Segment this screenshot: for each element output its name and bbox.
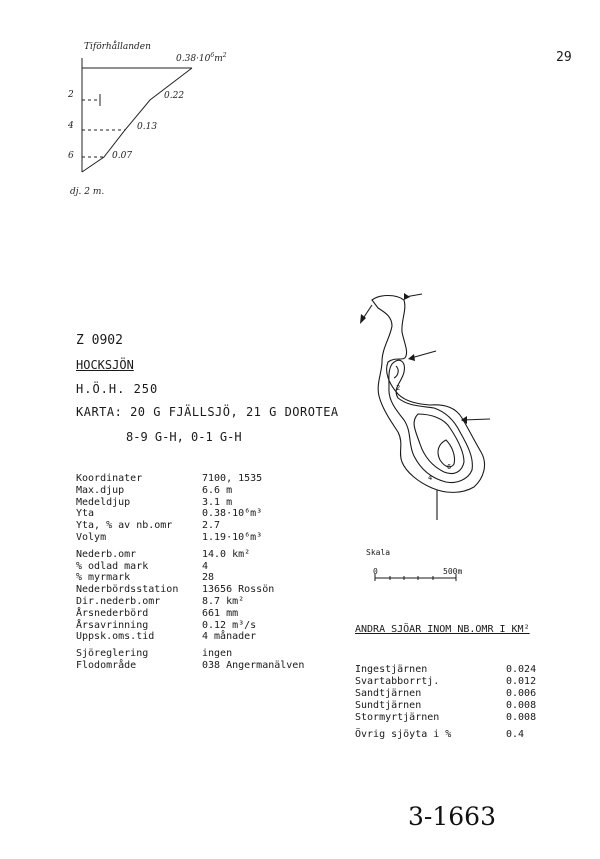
- other-lake-area: 0.012: [506, 676, 537, 687]
- fact-row: [76, 520, 304, 532]
- map-sheet: KARTA: 20 G FJÄLLSJÖ, 21 G DOROTEA: [76, 405, 339, 419]
- fact-row: [76, 497, 304, 509]
- inflow-arrow: [404, 293, 410, 300]
- lake-facts-table: [76, 473, 304, 672]
- other-lake-row: [355, 700, 536, 712]
- other-lake-row: [355, 712, 536, 724]
- scale-end-label: 500m: [443, 567, 463, 576]
- fact-row: [76, 584, 304, 596]
- sketch-depth-label: 4: [68, 121, 74, 131]
- fact-row: [76, 485, 304, 497]
- fact-value: 13656 Rossön: [202, 584, 275, 596]
- other-lake-name: Sundtjärnen: [355, 700, 422, 711]
- lake-shoreline: [372, 296, 485, 493]
- sketch-area-value: 0.07: [112, 151, 133, 161]
- fact-row: [76, 608, 304, 620]
- fact-value: 4 månader: [202, 631, 257, 643]
- sketch-depth-label: 6: [68, 151, 74, 161]
- contour-label: 2: [396, 384, 401, 392]
- residual-label: Övrig sjöyta i %: [355, 729, 452, 740]
- fact-row: [76, 561, 304, 573]
- fact-label: Nederb.omr: [76, 548, 137, 560]
- map-sheet-squares: 8-9 G-H, 0-1 G-H: [126, 430, 242, 444]
- contour-label: 4: [428, 474, 433, 482]
- fact-value: 0.38·10⁶m³: [202, 508, 263, 520]
- archive-number: 3-1663: [408, 802, 496, 831]
- residual-value: 0.4: [506, 729, 525, 740]
- fact-value: 4: [202, 560, 209, 572]
- inflow-arrow: [360, 314, 366, 324]
- fact-value: 14.0 km²: [202, 548, 251, 560]
- fact-value: 1.19·10⁶m³: [202, 531, 263, 543]
- other-lake-name: Ingestjärnen: [355, 664, 428, 675]
- fact-value: 28: [202, 572, 215, 584]
- sketch-area-value: 0.22: [164, 91, 185, 101]
- fact-value: 661 mm: [202, 607, 239, 619]
- fact-label: Volym: [76, 531, 107, 543]
- other-lake-area: 0.024: [506, 664, 537, 675]
- fact-row: [76, 508, 304, 520]
- fact-value: 0.12 m³/s: [202, 619, 257, 631]
- depth-contour-2m: [389, 360, 472, 482]
- fact-label: Yta: [76, 508, 95, 520]
- sketch-contour-note: dj. 2 m.: [70, 187, 105, 197]
- fact-row: [76, 620, 304, 632]
- depth-contour-4m: [414, 414, 464, 474]
- fact-label: Årsnederbörd: [76, 607, 149, 619]
- fact-label: Koordinater: [76, 473, 143, 484]
- fact-value: ingen: [202, 648, 233, 660]
- fact-row: [76, 549, 304, 561]
- fact-value: 038 Angermanälven: [202, 659, 305, 671]
- sketch-depth-label: 2: [68, 90, 74, 100]
- fact-value: 2.7: [202, 520, 221, 532]
- scale-title: Skala: [366, 548, 391, 557]
- fact-row: [76, 572, 304, 584]
- scale-start-label: 0: [373, 567, 378, 576]
- other-lakes-title: ANDRA SJÖAR INOM NB.OMR I KM²: [355, 624, 530, 635]
- fact-label: Max.djup: [76, 484, 125, 496]
- sketch-title: Tiförhållanden: [84, 42, 151, 52]
- inflow-arrow: [461, 416, 467, 424]
- fact-label: % odlad mark: [76, 560, 149, 572]
- lake-name: HOCKSJÖN: [76, 358, 134, 372]
- fact-row: [76, 660, 304, 672]
- fact-label: Yta, % av nb.omr: [76, 520, 173, 532]
- fact-label: Nederbördsstation: [76, 584, 179, 596]
- fact-label: Flodområde: [76, 659, 137, 671]
- sketch-surface-area: $0.38\cdot 10^6m^2$: [176, 52, 227, 64]
- lake-code: Z 0902: [76, 333, 123, 348]
- fact-row: [76, 473, 304, 485]
- other-lakes-list: [355, 664, 536, 741]
- other-lake-name: Stormyrtjärnen: [355, 712, 440, 723]
- fact-label: Sjöreglering: [76, 648, 149, 660]
- other-lake-area: 0.006: [506, 688, 537, 699]
- other-lake-area: 0.008: [506, 700, 537, 711]
- sketch-area-value: 0.13: [137, 122, 158, 132]
- inflow-arrow: [408, 354, 415, 361]
- fact-label: % myrmark: [76, 572, 131, 584]
- fact-row: [76, 648, 304, 660]
- other-lake-name: Sandtjärnen: [355, 688, 422, 699]
- other-lake-row: [355, 664, 536, 676]
- fact-row: [76, 532, 304, 544]
- fact-label: Dir.nederb.omr: [76, 595, 161, 607]
- fact-value: 3.1 m: [202, 496, 233, 508]
- fact-row: [76, 631, 304, 643]
- other-lake-name: Svartabborrtj.: [355, 676, 440, 687]
- other-lake-row: [355, 688, 536, 700]
- fact-label: Årsavrinning: [76, 619, 149, 631]
- residual-lake-row: [355, 729, 536, 741]
- fact-value: 7100, 1535: [202, 473, 263, 484]
- fact-label: Medeldjup: [76, 496, 131, 508]
- fact-value: 8.7 km²: [202, 595, 245, 607]
- fact-value: 6.6 m: [202, 484, 233, 496]
- page-number: 29: [556, 50, 572, 65]
- fact-row: [76, 596, 304, 608]
- other-lake-row: [355, 676, 536, 688]
- fact-label: Uppsk.oms.tid: [76, 631, 155, 643]
- depth-contour-6m: [438, 440, 455, 467]
- lake-altitude: H.Ö.H. 250: [76, 382, 159, 396]
- contour-label: 6: [447, 463, 452, 471]
- other-lake-area: 0.008: [506, 712, 537, 723]
